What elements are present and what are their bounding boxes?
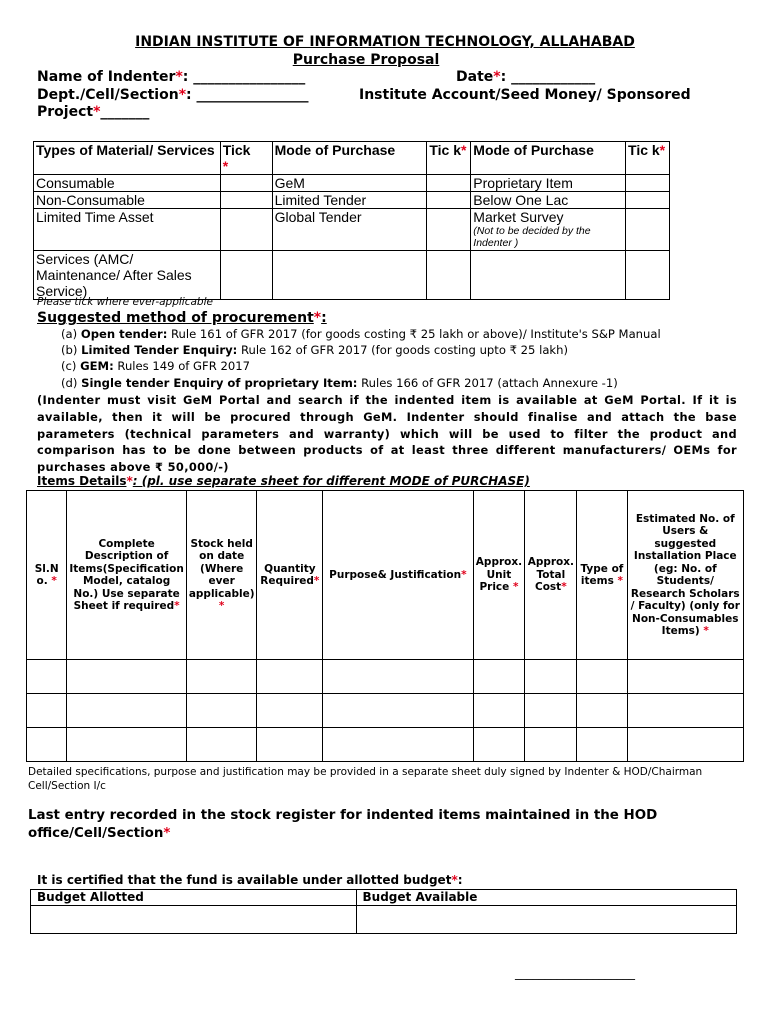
cell[interactable] (577, 660, 627, 694)
cell[interactable] (323, 660, 473, 694)
col-unit-price: Approx. Unit Price * (473, 491, 525, 660)
tick-box[interactable] (427, 209, 471, 251)
project-label: Project (37, 104, 94, 120)
col-tick-2: Tic k* (427, 142, 471, 175)
cell[interactable] (67, 728, 186, 762)
cell[interactable] (186, 728, 257, 762)
tick-box[interactable] (427, 175, 471, 192)
cell[interactable] (257, 660, 323, 694)
col-users: Estimated No. of Users & suggested Installation Place (eg: No. of Students/ Research Scholars / Faculty) (only for Non-Consumables Items) * (627, 491, 743, 660)
mode-global-tender: Global Tender (272, 209, 427, 251)
indenter-name-line: Name of Indenter*: ________________ (37, 69, 306, 85)
cell[interactable] (27, 728, 67, 762)
tick-box[interactable] (220, 192, 272, 209)
table-row (27, 694, 744, 728)
col-purpose: Purpose& Justification* (323, 491, 473, 660)
gem-note: (Indenter must visit GeM Portal and search if the indented item is available at GeM Portal. If it is available, then it will be procured through GeM. Indenter should finalise and attach the base parameters (technical parameters and warranty) which will be used to filter the product and comparison has to be done between products of at least three different manufacturers/ OEMs for purchases above ₹ 50,000/-) (37, 393, 737, 475)
type-services: Services (AMC/ Maintenance/ After Sales Service) (34, 251, 221, 300)
cell[interactable] (473, 660, 525, 694)
project-field[interactable]: _______ (100, 104, 150, 120)
market-note: (Not to be decided by the Indenter ) (473, 225, 591, 249)
budget-available-field[interactable] (356, 906, 736, 934)
cell[interactable] (525, 728, 577, 762)
cell[interactable] (186, 660, 257, 694)
tick-box[interactable] (626, 209, 670, 251)
cell[interactable] (257, 728, 323, 762)
tick-box[interactable] (626, 175, 670, 192)
col-quantity: Quantity Required* (257, 491, 323, 660)
cell[interactable] (27, 660, 67, 694)
cell[interactable] (323, 728, 473, 762)
col-total-cost: Approx. Total Cost* (525, 491, 577, 660)
project-line: Project*_______ (37, 104, 150, 120)
tick-box[interactable] (427, 192, 471, 209)
type-limited-time-asset: Limited Time Asset (34, 209, 221, 251)
name-field[interactable]: ________________ (193, 69, 306, 85)
material-table (33, 141, 670, 300)
cell[interactable] (577, 728, 627, 762)
date-label: Date (456, 69, 494, 85)
cell[interactable] (473, 694, 525, 728)
col-description: Complete Description of Items(Specification Model, catalog No.) Use separate Sheet if required* (67, 491, 186, 660)
procurement-item: (d) Single tender Enquiry of proprietary Item: Rules 166 of GFR 2017 (attach Annexure -1) (61, 375, 618, 390)
budget-available-label: Budget Available (356, 890, 736, 906)
name-label: Name of Indenter (37, 69, 176, 85)
col-type: Type of items * (577, 491, 627, 660)
col-tick-3: Tic k* (626, 142, 670, 175)
mode-gem: GeM (272, 175, 427, 192)
procurement-list (61, 326, 661, 391)
type-consumable: Consumable (34, 175, 221, 192)
mode-market-survey: Market Survey (Not to be decided by the Indenter ) (471, 209, 626, 251)
tick-box[interactable] (220, 209, 272, 251)
budget-allotted-field[interactable] (31, 906, 357, 934)
empty-cell (272, 251, 427, 300)
cell[interactable] (186, 694, 257, 728)
cell[interactable] (27, 694, 67, 728)
col-stock: Stock held on date (Where ever applicable) * (186, 491, 257, 660)
tick-note: Please tick where ever-applicable (37, 296, 213, 308)
budget-allotted-label: Budget Allotted (31, 890, 357, 906)
cell[interactable] (67, 694, 186, 728)
col-mode-1: Mode of Purchase (272, 142, 427, 175)
cell[interactable] (473, 728, 525, 762)
budget-certify: It is certified that the fund is available under allotted budget*: (37, 873, 463, 887)
col-slno: Sl.N o. * (27, 491, 67, 660)
dept-label: Dept./Cell/Section (37, 87, 179, 103)
tick-box[interactable] (626, 251, 670, 300)
form-title: Purchase Proposal (292, 52, 440, 68)
procurement-item: (b) Limited Tender Enquiry: Rule 162 of GFR 2017 (for goods costing upto ₹ 25 lakh) (61, 343, 569, 358)
cell[interactable] (323, 694, 473, 728)
mode-limited-tender: Limited Tender (272, 192, 427, 209)
signature-line: ____________________ (515, 966, 635, 980)
table-row (27, 660, 744, 694)
procurement-item: (c) GEM: Rules 149 of GFR 2017 (61, 359, 250, 374)
empty-cell (471, 251, 626, 300)
tick-box[interactable] (427, 251, 471, 300)
stock-register-label: Last entry recorded in the stock register for indented items maintained in the HOD office/Cell/Section* (28, 808, 658, 841)
items-details-heading: Items Details*: (pl. use separate sheet for different MODE of PURCHASE) (37, 474, 530, 488)
col-mode-2: Mode of Purchase (471, 142, 626, 175)
type-non-consumable: Non-Consumable (34, 192, 221, 209)
dept-line: Dept./Cell/Section*: ________________ (37, 87, 309, 103)
institute-title: INDIAN INSTITUTE OF INFORMATION TECHNOLOGY, ALLAHABAD (135, 34, 635, 50)
col-tick-1: Tick * (220, 142, 272, 175)
col-types: Types of Material/ Services (34, 142, 221, 175)
procurement-heading: Suggested method of procurement*: (37, 310, 327, 326)
cell[interactable] (627, 728, 743, 762)
budget-table (30, 889, 737, 934)
procurement-item: (a) Open tender: Rule 161 of GFR 2017 (for goods costing ₹ 25 lakh or above)/ Institute's S&P Manual (61, 327, 661, 341)
tick-box[interactable] (626, 192, 670, 209)
cell[interactable] (577, 694, 627, 728)
cell[interactable] (67, 660, 186, 694)
table-row (27, 728, 744, 762)
cell[interactable] (627, 660, 743, 694)
mode-below-one-lac: Below One Lac (471, 192, 626, 209)
cell[interactable] (257, 694, 323, 728)
spec-note: Detailed specifications, purpose and justification may be provided in a separate sheet duly signed by Indenter & HOD/Chairman Cell/Section I/c (28, 766, 703, 792)
cell[interactable] (627, 694, 743, 728)
tick-box[interactable] (220, 251, 272, 300)
cell[interactable] (525, 694, 577, 728)
mode-proprietary: Proprietary Item (471, 175, 626, 192)
items-table (26, 490, 744, 762)
account-label: Institute Account/Seed Money/ Sponsored (359, 87, 691, 103)
tick-box[interactable] (220, 175, 272, 192)
cell[interactable] (525, 660, 577, 694)
dept-field[interactable]: ________________ (196, 87, 309, 103)
date-field[interactable]: ____________ (511, 69, 596, 85)
date-line: Date*: ____________ (456, 69, 596, 85)
